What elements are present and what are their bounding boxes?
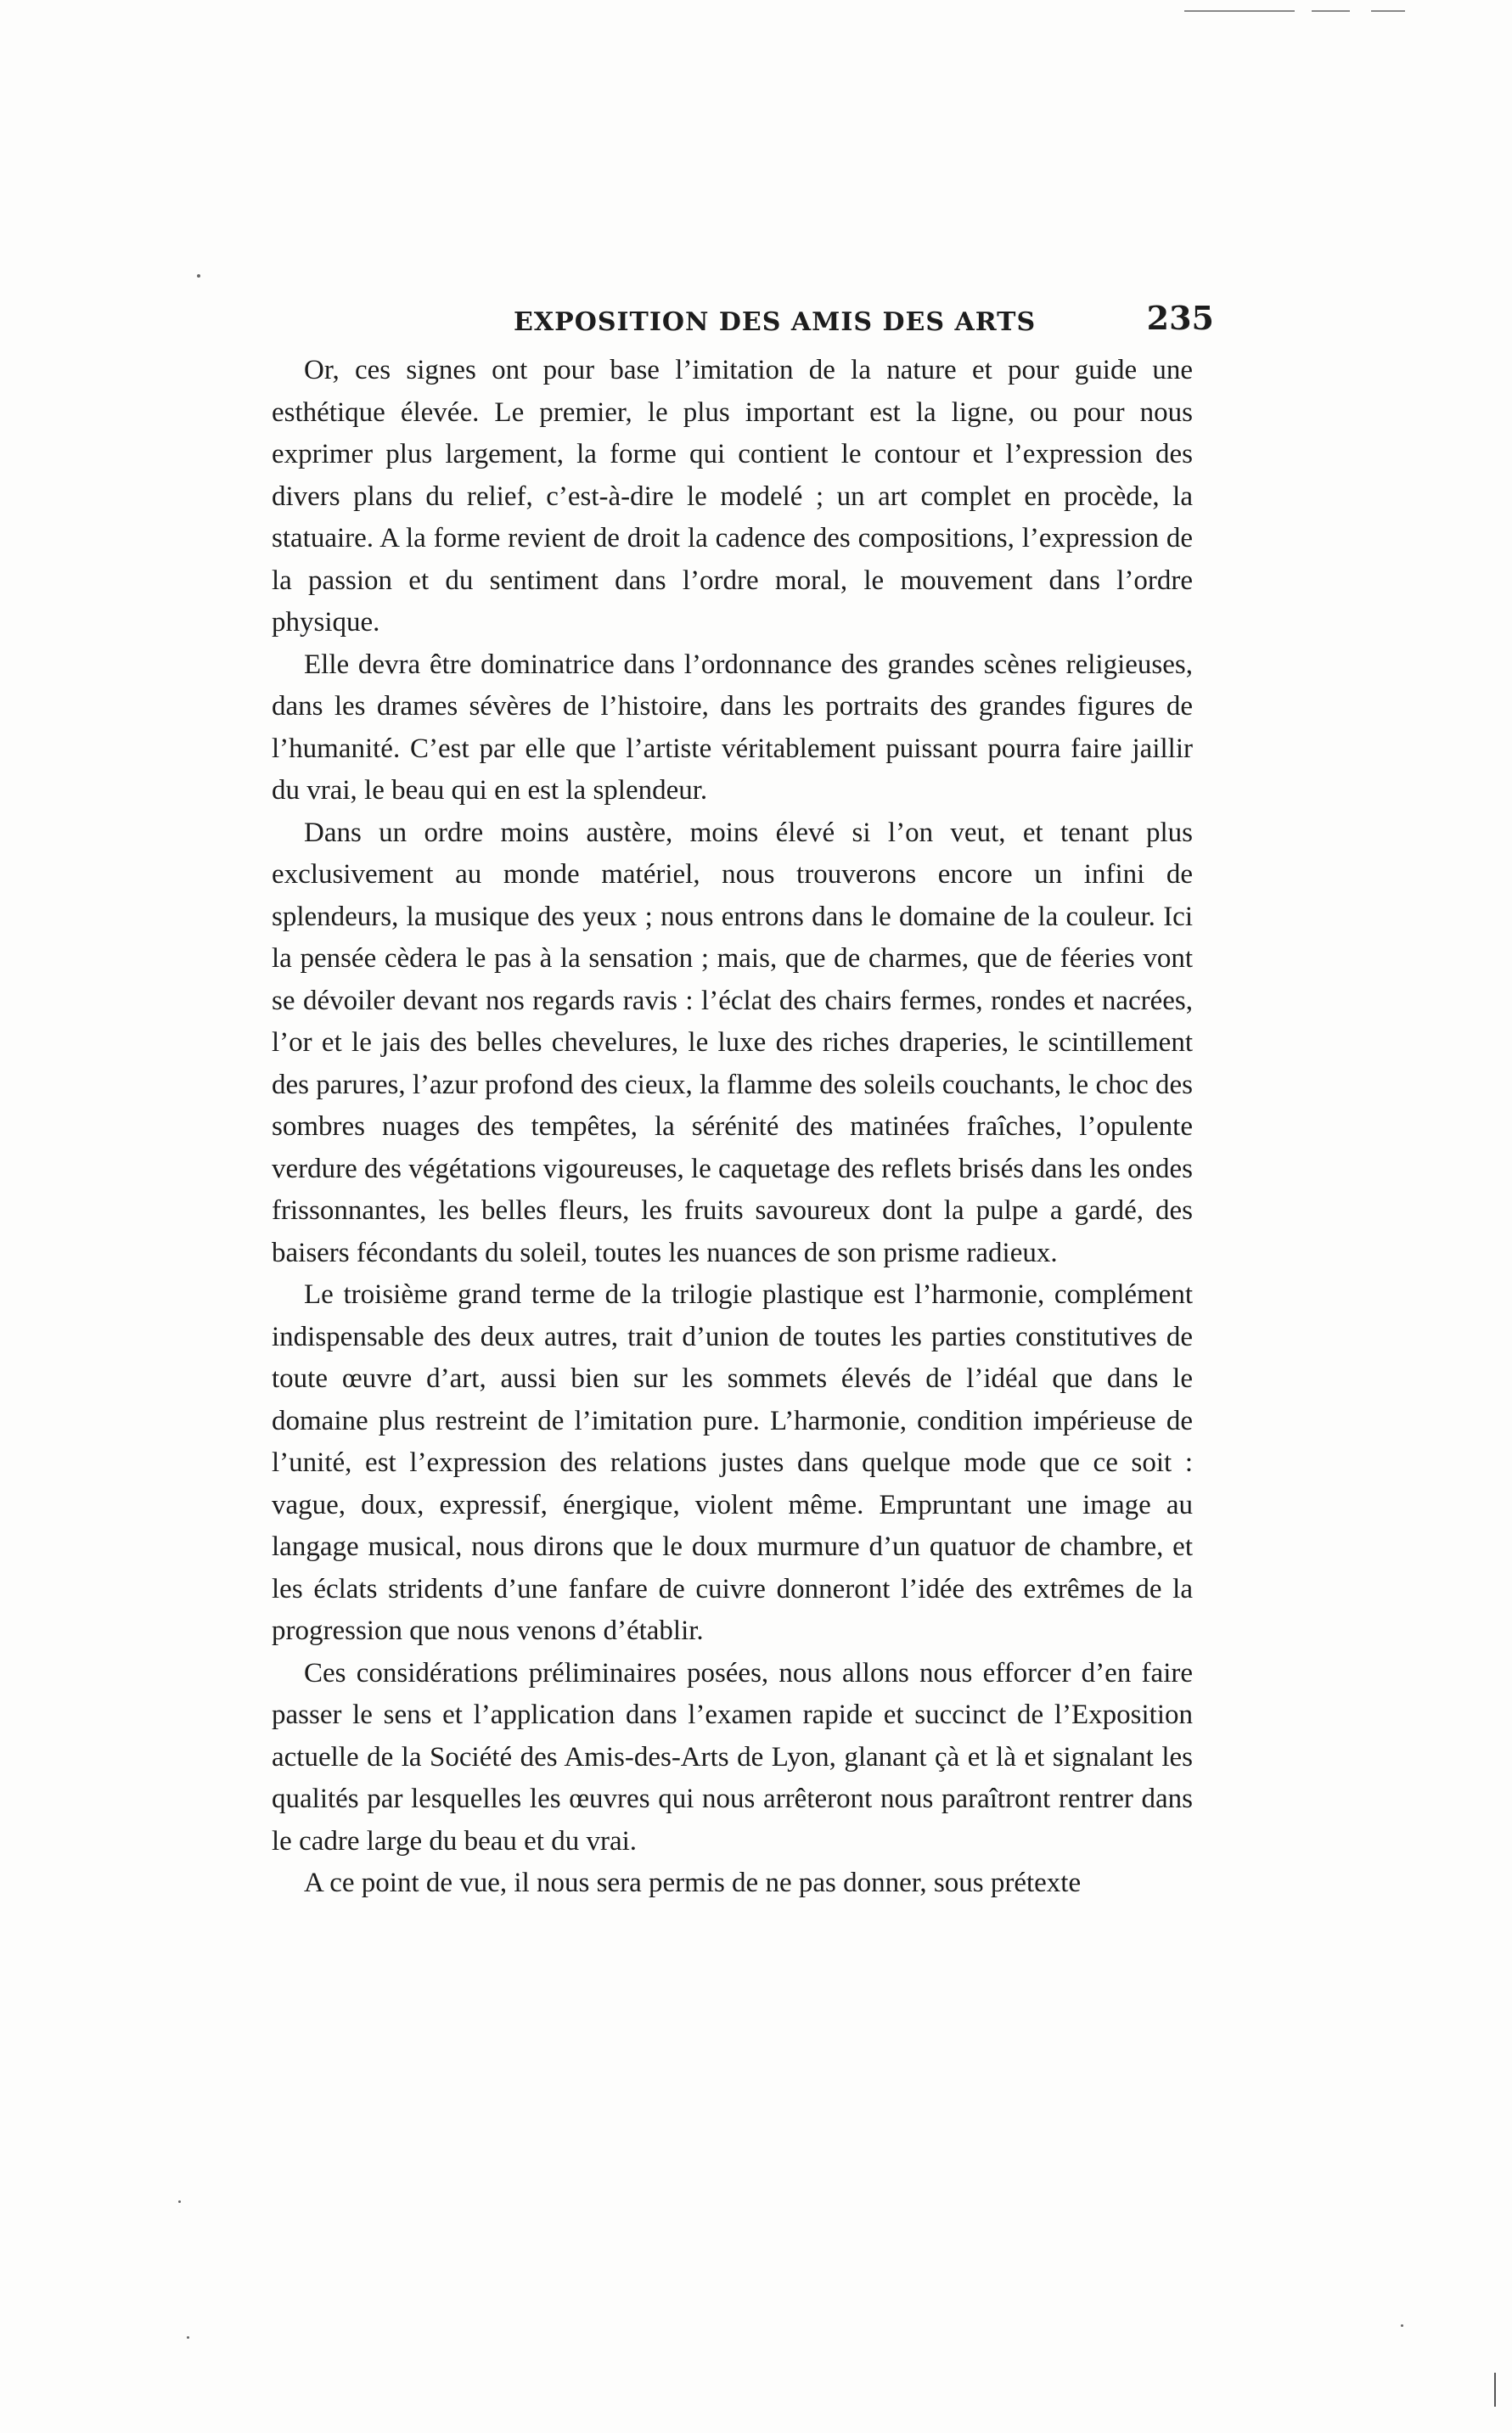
running-title: EXPOSITION DES AMIS DES ARTS <box>514 307 1037 337</box>
paragraph: Or, ces signes ont pour base l’imitation de la nature et pour guide une esthétique élevée. Le premier, le plus important est la ligne, ou pour nous exprimer plus largement, la forme qui contient le contour et l’expression des divers plans du relief, c’est-à-dire le modelé ; un art complet en procède, la statuaire. A la forme revient de droit la cadence des compositions, l’expression de la passion et du sentiment dans l’ordre moral, le mouvement dans l’ordre physique. <box>272 355 1193 638</box>
page-number: 235 <box>1146 299 1214 337</box>
scan-speck <box>187 2336 189 2339</box>
paragraph: Dans un ordre moins austère, moins élevé si l’on veut, et tenant plus exclusivement au monde matériel, nous trouverons encore un infini de splendeurs, la musique des yeux ; nous entrons dans le domaine de la couleur. Ici la pensée cèdera le pas à la sensation ; mais, que de charmes, que de féeries vont se dévoiler devant nos regards ravis : l’éclat des chairs fermes, rondes et nacrées, l’or et le jais des belles chevelures, le luxe des riches draperies, le scintillement des parures, l’azur profond des cieux, la flamme des soleils couchants, le choc des sombres nuages des tempêtes, la sérénité des matinées fraîches, l’opulente verdure des végétations vigoureuses, le caquetage des reflets brisés dans les ondes frissonnantes, les belles fleurs, les fruits savoureux dont la pulpe a gardé, des baisers fécondants du soleil, toutes les nuances de son prisme radieux. <box>272 817 1193 1268</box>
paragraph: A ce point de vue, il nous sera permis de ne pas donner, sous prétexte <box>304 1868 1082 1898</box>
scan-edge-mark <box>1494 2373 1496 2407</box>
scan-rule <box>1312 10 1350 12</box>
body-text <box>272 350 1193 1905</box>
scan-speck <box>197 274 200 278</box>
scan-speck <box>178 2200 181 2203</box>
running-header <box>272 299 1214 350</box>
scan-rule <box>1184 10 1295 12</box>
paragraph: Ces considérations préliminaires posées, nous allons nous efforcer d’en faire passer le sens et l’application dans l’examen rapide et succinct de l’Exposition actuelle de la Société des Amis-des-Arts de Lyon, glanant çà et là et signalant les qualités par lesquelles les œuvres qui nous arrêteront nous paraîtront rentrer dans le cadre large du beau et du vrai. <box>272 1657 1193 1857</box>
scan-speck <box>1401 2324 1403 2327</box>
paragraph: Elle devra être dominatrice dans l’ordonnance des grandes scènes religieuses, dans les drames sévères de l’histoire, dans les portraits des grandes figures de l’humanité. C’est par elle que l’artiste véritablement puissant pourra faire jaillir du vrai, le beau qui en est la splendeur. <box>272 649 1193 806</box>
scan-rule <box>1371 10 1405 12</box>
paragraph: Le troisième grand terme de la trilogie plastique est l’harmonie, complément indispensable des deux autres, trait d’union de toutes les parties constitutives de toute œuvre d’art, aussi bien sur les sommets élevés de l’idéal que dans le domaine plus restreint de l’imitation pure. L’harmonie, condition impérieuse de l’unité, est l’expression des relations justes dans quelque mode que ce soit : vague, doux, expressif, énergique, violent même. Empruntant une image au langage musical, nous dirons que le doux murmure d’un quatuor de chambre, et les éclats stridents d’une fanfare de cuivre donneront l’idée des extrêmes de la progression que nous venons d’établir. <box>272 1279 1193 1646</box>
